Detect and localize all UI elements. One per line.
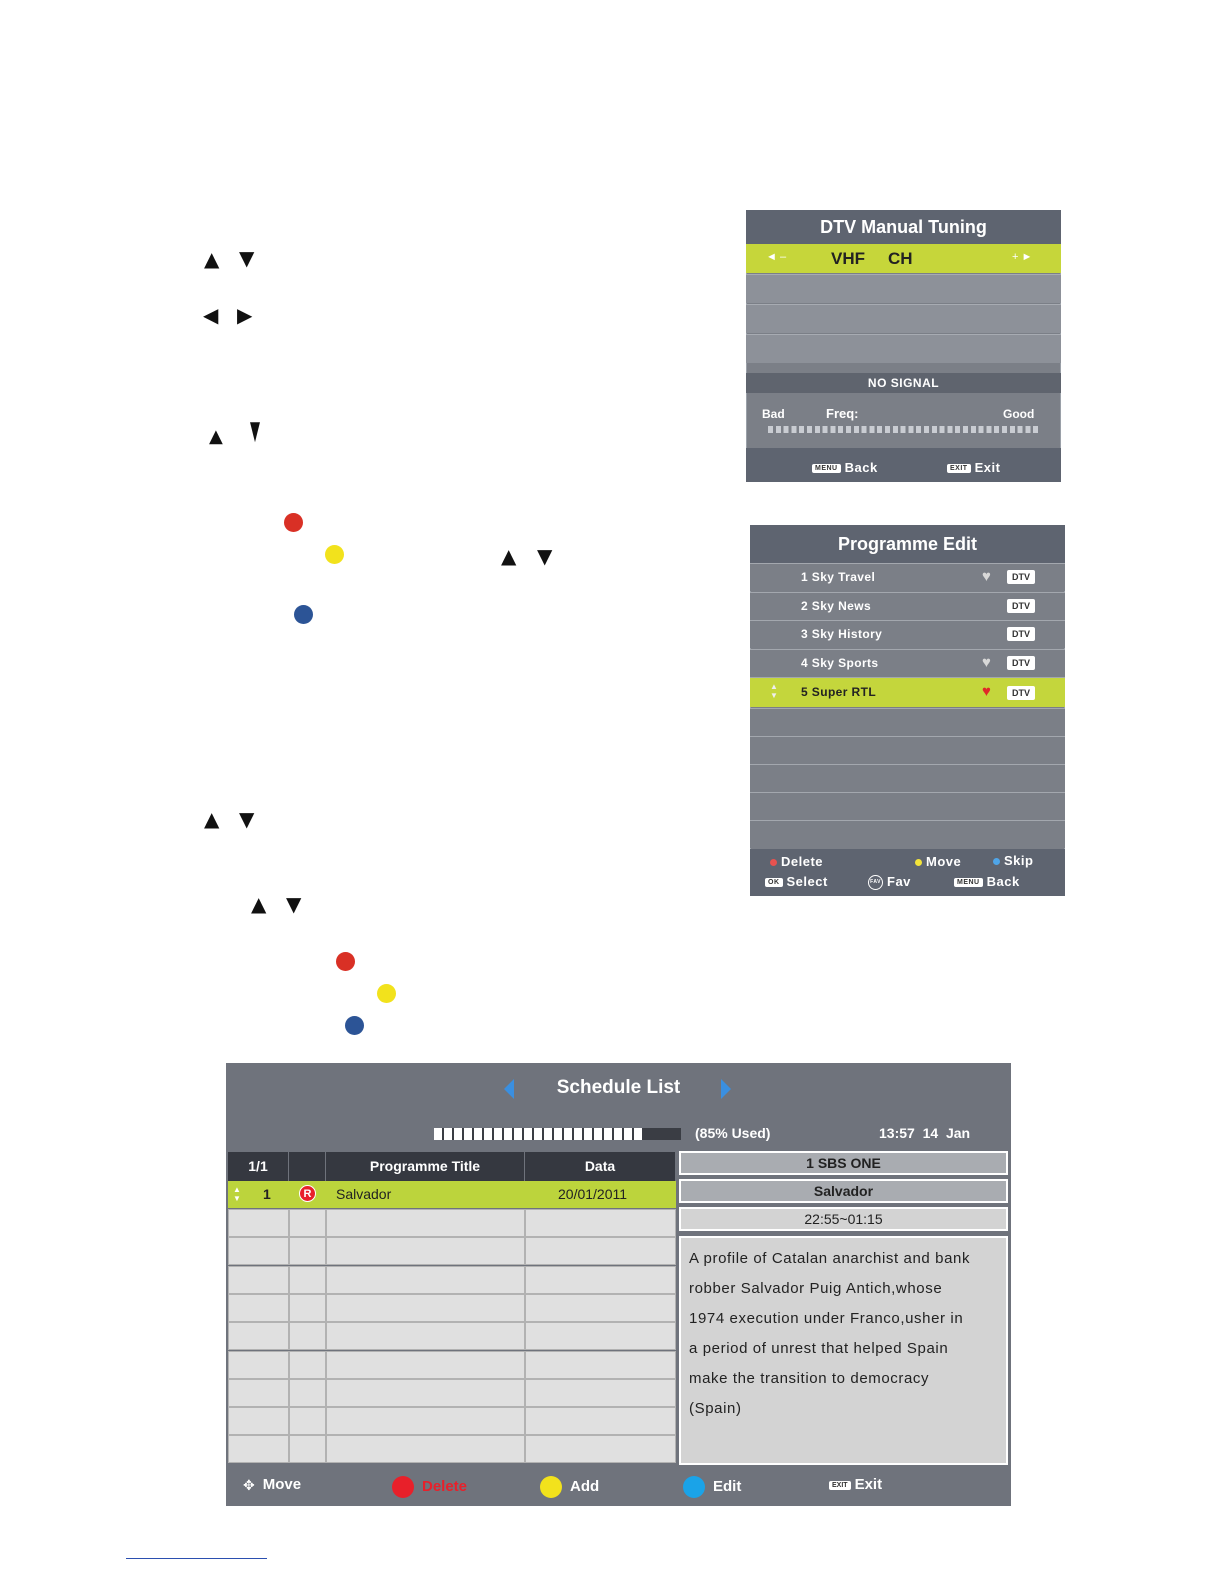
band-selector[interactable] [746,244,1061,273]
empty-row [750,708,1065,736]
blue-dot-icon [993,858,1000,865]
schedule-empty-cell [525,1237,676,1265]
schedule-empty-cell [525,1294,676,1322]
schedule-empty-cell [326,1407,525,1435]
date-cell: 20/01/2011 [558,1186,628,1202]
programme-title-cell: Salvador [336,1186,392,1202]
schedule-empty-cell [326,1294,525,1322]
schedule-empty-cell [289,1322,326,1350]
blue-dot-icon [683,1476,705,1498]
programme-title-header: Programme Title [326,1152,525,1181]
description-line: robber Salvador Puig Antich,whose [689,1280,943,1297]
schedule-empty-cell [228,1351,289,1379]
footer-rule [126,1558,267,1559]
up-arrow-icon: ▲ [501,544,517,568]
schedule-empty-cell [228,1294,289,1322]
description-line: 1974 execution under Franco,usher in [689,1310,964,1327]
move-button[interactable] [915,854,961,869]
storage-usage-bar [434,1128,681,1140]
row-number: 1 [263,1186,271,1202]
programme-row[interactable] [750,592,1065,620]
description-line: a period of unrest that helped Spain [689,1340,949,1357]
signal-status-bar [746,373,1061,393]
schedule-empty-cell [525,1407,676,1435]
red-dot-icon [336,952,355,971]
empty-row [746,274,1061,303]
schedule-empty-cell [289,1407,326,1435]
programme-name: 1 Sky Travel [801,570,876,584]
programme-name: 4 Sky Sports [801,656,879,670]
programme-info: Salvador [679,1179,1008,1203]
schedule-empty-cell [228,1209,289,1237]
schedule-empty-cell [289,1294,326,1322]
delete-label: Delete [781,854,824,869]
date-header: Data [525,1152,676,1181]
increase-icon[interactable]: + ► [1012,251,1033,263]
schedule-empty-cell [289,1237,326,1265]
left-arrow-icon: ◀ [203,303,219,327]
exit-button[interactable] [829,1476,882,1493]
schedule-empty-cell [326,1351,525,1379]
dtv-tag: DTV [1007,570,1035,584]
skip-button[interactable] [993,853,1033,868]
schedule-empty-cell [228,1322,289,1350]
dtv-tag: DTV [1007,627,1035,641]
freq-label: Freq: [826,406,859,421]
decrease-icon[interactable]: ◄ – [766,251,787,263]
down-arrow-icon: ▼ [286,892,302,916]
schedule-empty-cell [228,1237,289,1265]
schedule-empty-cell [289,1209,326,1237]
yellow-dot-icon [325,545,344,564]
move-arrows-icon: ▲ ▼ [233,1185,241,1203]
back-label: Back [986,874,1020,889]
exit-label: Exit [854,1476,883,1493]
schedule-empty-cell [289,1266,326,1294]
page-counter: 1/1 [228,1152,289,1181]
down-arrow-icon: ▼ [537,544,553,568]
exit-key-icon: EXIT [947,464,971,473]
menu-key-icon: MENU [812,464,841,473]
schedule-empty-cell [326,1322,525,1350]
down-arrow-icon: ▼ [250,416,260,446]
down-arrow-icon: ▼ [239,246,255,270]
up-arrow-icon: ▲ [204,807,220,831]
icon-column-header [289,1152,326,1181]
schedule-empty-cell [525,1351,676,1379]
back-label: Back [844,460,878,475]
empty-row [750,764,1065,792]
record-icon: R [299,1185,316,1202]
up-arrow-icon: ▲ [251,892,267,916]
move-button[interactable] [243,1476,301,1494]
next-page-icon[interactable] [721,1079,731,1099]
empty-row [750,736,1065,764]
exit-key-icon: EXIT [829,1481,851,1490]
add-label: Add [570,1477,600,1495]
description-line: make the transition to democracy [689,1370,930,1387]
schedule-empty-cell [289,1351,326,1379]
red-dot-icon [770,859,777,866]
schedule-title: Schedule List [556,1077,681,1098]
schedule-empty-cell [525,1209,676,1237]
time-slot-info: 22:55~01:15 [679,1207,1008,1231]
programme-row[interactable] [750,620,1065,648]
clock-label: 13:57 14 Jan [879,1125,971,1141]
schedule-empty-cell [326,1209,525,1237]
empty-row [750,820,1065,848]
schedule-empty-cell [228,1379,289,1407]
move-label: Move [926,854,962,869]
move-cross-icon: ✥ [243,1476,255,1493]
favorite-heart-icon: ♥ [982,683,991,700]
back-button[interactable] [812,460,878,475]
signal-meter [768,426,1040,433]
empty-row [746,304,1061,333]
schedule-empty-cell [228,1407,289,1435]
red-dot-icon [284,513,303,532]
bad-label: Bad [762,407,785,421]
schedule-empty-cell [326,1237,525,1265]
move-arrows-icon: ▲ ▼ [770,682,778,700]
programme-name: 2 Sky News [801,599,872,613]
band-label: VHF [831,249,865,268]
blue-dot-icon [345,1016,364,1035]
schedule-empty-cell [326,1435,525,1463]
schedule-empty-cell [525,1435,676,1463]
good-label: Good [1003,407,1035,421]
up-arrow-icon: ▲ [209,426,223,447]
dtv-manual-tuning-panel [746,210,1061,482]
up-arrow-icon: ▲ [204,247,220,271]
move-label: Move [262,1476,302,1493]
delete-button[interactable] [770,854,823,869]
exit-label: Exit [974,460,1001,475]
favorite-heart-icon: ♥ [982,568,991,585]
programme-edit-panel [750,525,1065,896]
yellow-dot-icon [915,859,922,866]
schedule-row-selected[interactable] [228,1181,676,1208]
edit-label: Edit [713,1477,742,1495]
storage-usage-label: (85% Used) [695,1125,771,1141]
edit-button[interactable] [683,1476,741,1498]
yellow-dot-icon [540,1476,562,1498]
programme-row[interactable] [750,563,1065,591]
add-button[interactable] [540,1476,599,1498]
menu-key-icon: MENU [954,878,983,887]
programme-description [679,1236,1008,1465]
favorite-heart-icon: ♥ [982,654,991,671]
red-dot-icon [392,1476,414,1498]
yellow-dot-icon [377,984,396,1003]
schedule-empty-cell [525,1379,676,1407]
empty-row [746,334,1061,363]
programme-name: 3 Sky History [801,627,883,641]
description-line: A profile of Catalan anarchist and bank [689,1250,971,1267]
schedule-empty-cell [326,1266,525,1294]
fav-button[interactable] [868,874,911,890]
schedule-empty-cell [228,1266,289,1294]
no-signal-label: NO SIGNAL [867,376,940,390]
fav-key-icon: FAV [868,875,883,890]
down-arrow-icon: ▼ [239,807,255,831]
back-button[interactable] [954,874,1020,889]
schedule-empty-cell [525,1322,676,1350]
description-line: (Spain) [689,1400,742,1417]
schedule-empty-cell [289,1435,326,1463]
dtv-tag: DTV [1007,656,1035,670]
dtv-tag: DTV [1007,686,1035,700]
blue-dot-icon [294,605,313,624]
programme-row-selected[interactable] [750,677,1065,707]
dtv-tag: DTV [1007,599,1035,613]
delete-button[interactable] [392,1476,467,1498]
programme-edit-title: Programme Edit [750,525,1065,563]
select-label: Select [786,874,828,889]
select-button[interactable] [765,874,828,889]
right-arrow-icon: ▶ [237,303,253,327]
exit-button[interactable] [947,460,1000,475]
channel-label: CH [888,249,913,268]
delete-label: Delete [422,1477,468,1495]
empty-row [750,792,1065,820]
schedule-empty-cell [525,1266,676,1294]
programme-row[interactable] [750,649,1065,677]
channel-info: 1 SBS ONE [679,1151,1008,1175]
schedule-empty-cell [228,1435,289,1463]
dtv-panel-title: DTV Manual Tuning [746,210,1061,244]
fav-label: Fav [887,874,911,889]
programme-name: 5 Super RTL [801,685,877,699]
skip-label: Skip [1004,853,1034,868]
dtv-footer [746,448,1061,482]
ok-key-icon: OK [765,878,783,887]
storage-usage-fill [434,1128,644,1140]
schedule-empty-cell [326,1379,525,1407]
schedule-empty-cell [289,1379,326,1407]
